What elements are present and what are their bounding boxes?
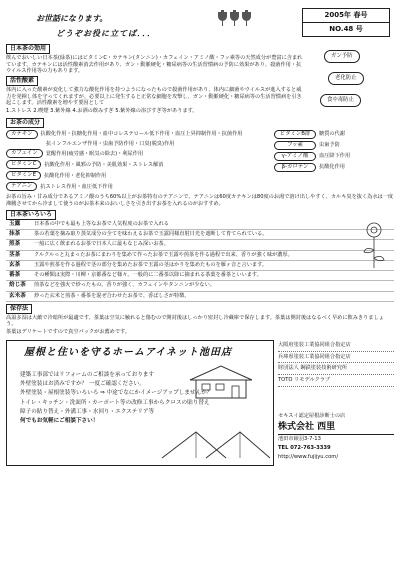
association-list — [278, 340, 394, 387]
ingredient-desc: 糖質の代謝 — [319, 130, 345, 137]
company-label: セキスイ認定屋根診断士の店 — [278, 412, 346, 419]
company-address: 池田市綾羽3-7-13 — [278, 436, 321, 443]
ingredient-desc: 抗ストレス作用・血圧低下作用 — [40, 183, 113, 190]
oxygen-causes: 1.ストレス 2.喫煙 3.紫外線 4.お酒の飲みすぎ 5.紫外線の浴びすぎ等があります。 — [6, 108, 198, 115]
ingredient-desc: 虫歯予防 — [319, 141, 340, 148]
ingredient-row — [274, 130, 394, 139]
issue-box — [302, 8, 390, 37]
ingredients-left — [6, 128, 268, 194]
tulip-icon — [218, 12, 227, 26]
storage-text: 高温多湿は大敵で冷暗所が最適です。茶葉は空気に触れると傷むので開封後はしっかり密封し冷蔵庫で保存します。茶葉は開封後はなるべく早めに飲みきりましょう。 — [6, 314, 384, 328]
tea-row — [6, 240, 394, 250]
ad-line: 外壁塗装・屋根塗装等いろいろ ⇒ 中途でなにかイメージアップしませんか？ — [20, 390, 213, 397]
ingredients-note: お茶の旨み・甘み成分であるアミノ酸のうち60%以上がお茶特有のテアニンで、テアニンは60度カテキンは80度のお湯で溶け出しやすく、カルキ臭を抜く為水は一度沸騰させてから冷まして使うのがお茶本来のおいしさを引き出すお茶を入れるのがおすすめ。 — [6, 194, 394, 208]
ad-line: 外壁塗装はお済みですか？ 一度ご確認ください。 — [20, 381, 145, 388]
ingredient-desc: 抗酸化作用・老化抑制作用 — [43, 172, 107, 179]
bubble-cancer: ガン予防 — [324, 50, 360, 63]
tea-name: 玄米茶 — [9, 292, 26, 299]
tea-row — [6, 292, 394, 302]
tea-name: 抹茶 — [9, 231, 21, 238]
bubble-aging: 老化防止 — [328, 72, 364, 85]
storage-label: 保存法 — [6, 304, 32, 314]
benefits-label: 日本茶の効用 — [6, 44, 50, 54]
greeting-line-1: お世話になります。 — [36, 14, 108, 23]
ingredient-row — [6, 160, 268, 169]
company-name: 株式会社 西里 — [278, 421, 394, 436]
tea-desc: 日本茶の中でも最も上等なお茶で人気程度のお茶で入れる — [34, 220, 169, 227]
association-item: TOTO リモデルクラブ — [278, 375, 394, 387]
storage-section — [6, 304, 394, 336]
ingredient-row — [274, 152, 394, 161]
ad-line: 何でもお気軽にご相談下さい！ — [20, 418, 99, 425]
greeting-line-2: どうぞお役に立てば．．． — [56, 29, 156, 38]
association-item: 大阪府塗装工業協同組合指定店 — [278, 340, 394, 352]
ingredient-desc: 抗酸化作用 — [319, 163, 345, 170]
ingredient-name: ビタミンE — [6, 171, 41, 180]
ingredient-desc: 覚醒作用(疲労感・眠気の除去)・利尿作用 — [45, 150, 144, 157]
ingredient-name: ビタミンC — [6, 160, 41, 169]
tea-desc: 玉露や煎茶を作る過程で茎の部分を集めたお茶で玉露の茎はかりを集めたものを雁ヶ音と言います。 — [34, 261, 268, 268]
ingredient-name: テアニン — [6, 182, 37, 191]
tulip-icon — [230, 12, 239, 26]
ingredient-row — [6, 182, 268, 191]
ad-line: 障子の貼り替え・外溝工事・水回り・エクステリア等 — [20, 409, 155, 415]
footer-ad — [6, 340, 394, 468]
oxygen-label: 活性酸素 — [6, 76, 38, 86]
tea-desc: 茶の若葉を摘み取り蒸気成分の全てを味わえるお茶で玉露同様直射日光を遮断して育てられている。 — [34, 231, 268, 238]
roof-cross-section-illustration — [156, 418, 276, 464]
tea-desc: その種類は実際・川柳・京都番など様々。一般的に二番茶以降に摘まれる茶葉を番茶といいます。 — [34, 272, 262, 279]
ingredient-row — [6, 141, 268, 148]
ingredient-name: ビタミンB群 — [274, 130, 316, 139]
storage-text-2: 茶葉はデリケートですので真空パックがお薦めです。 — [6, 329, 130, 336]
flower-icon — [360, 220, 388, 270]
benefits-text: 飲んでおいしい日本茶(緑茶)にはビタミンC・カテキン(タンニン)・カフェイン・アミノ酸・フッ素等の天然成分が豊富に含まれています。カテキンには活性酸素消去作用があり、ガン・動脈硬化・糖尿病等の生活習慣病の予防に効果があり、殺菌作用・抗ウイルス作用等の力もあります。 — [6, 54, 303, 75]
tea-name: 玉露 — [9, 220, 21, 227]
tea-kinds-label: 日本茶いろいろ — [6, 210, 56, 220]
tea-desc: クルクルっと丸まったお茶にまわりを集めて作ったお茶で玉露や煎茶を作る過程で出来、香りが強く味が濃厚。 — [34, 251, 293, 258]
tea-name: 玄茶 — [9, 261, 21, 268]
tea-name: 焙じ茶 — [9, 282, 26, 289]
oxygen-text: 体内に入った酸素が変化して強力な酸化作用を持つようになったもので殺菌作用があり、体内に細菌やウイルスが進入すると威力を発揮し体を守ってくれますが、必要以上に発生すると正常な細胞を攻撃し、ガン・動脈硬化・糖尿病等の生活習慣病を引き起こします。活性酸素を増やす要因として — [6, 86, 302, 107]
ingredient-name: カテキン — [6, 130, 38, 139]
tea-row — [6, 261, 394, 271]
tea-row — [6, 281, 394, 291]
ingredient-desc: 抗酸化作用・抗糖化作用・血中コレステロール低下作用・血圧上昇抑制作用・抗菌作用 — [40, 130, 243, 137]
ingredient-row — [274, 163, 394, 172]
tulip-icon — [242, 12, 251, 26]
ingredient-desc: 血圧降下作用 — [319, 152, 351, 159]
tea-desc: 煎茶などを強火で炒ったもの。香りが強く、カフェインやタンニンが少ない。 — [34, 282, 215, 289]
ingredients-section — [6, 118, 394, 208]
company-info — [278, 412, 394, 462]
association-item: 財団法人 鋼鉄塗装技術研究所 — [278, 363, 394, 375]
ingredient-name: β-カロテン — [274, 163, 316, 172]
ingredient-name: フッ素 — [274, 141, 316, 150]
association-item: 兵庫県塗装工業協同組合指定店 — [278, 352, 394, 364]
tea-name: 茎茶 — [9, 251, 21, 258]
tea-desc: 炒った玄米と煎茶・番茶を混ぜ合わせたお茶で、香ばしさが特徴。 — [34, 292, 190, 299]
ingredients-label: お茶の成分 — [6, 118, 44, 128]
ingredient-row — [274, 141, 394, 150]
tea-row — [6, 271, 394, 281]
tea-row — [6, 230, 394, 240]
ad-title: 屋根と住いを守るホームアイネット池田店 — [24, 346, 232, 358]
ingredient-row — [6, 130, 268, 139]
bubble-food-poisoning: 食中毒防止 — [320, 94, 361, 107]
issue-number: NO.48 号 — [303, 22, 389, 36]
benefits-section — [6, 44, 394, 115]
ingredients-right — [274, 128, 394, 194]
company-tel: TEL 072-763-3339 — [278, 445, 331, 452]
tea-row — [6, 251, 394, 261]
tea-name: 番茶 — [9, 272, 21, 279]
tea-kinds-section — [6, 210, 394, 302]
tea-name: 煎茶 — [9, 241, 21, 248]
ad-line: 建築工事部ではリフォームのご相談を承っております — [20, 371, 154, 378]
ingredient-desc: 抗インフルエンザ作用・虫歯予防作用・口臭(脱臭)作用 — [46, 140, 175, 147]
ingredient-desc: 抗酸化作用・風邪の予防・美肌効果・ストレス解消 — [44, 161, 164, 168]
tulip-icons — [218, 12, 251, 26]
ad-line: トイレ・キッチン・洗面所・カーポート等の改修工事からクロスの貼り替え — [20, 399, 210, 406]
tea-desc: 一般に広く飲まれるお茶で日本人に最もなじみ深いお茶。 — [34, 241, 169, 248]
newsletter-header — [6, 4, 394, 44]
ingredient-name: γ-アミノ酸 — [274, 152, 316, 161]
ingredient-row — [6, 171, 268, 180]
ingredient-name: カフェイン — [6, 149, 43, 158]
company-url[interactable]: http://www.fujijyu.com/ — [278, 453, 339, 460]
issue-year: 2005年 春号 — [324, 11, 368, 19]
tea-row — [6, 220, 394, 230]
ingredient-row — [6, 149, 268, 158]
